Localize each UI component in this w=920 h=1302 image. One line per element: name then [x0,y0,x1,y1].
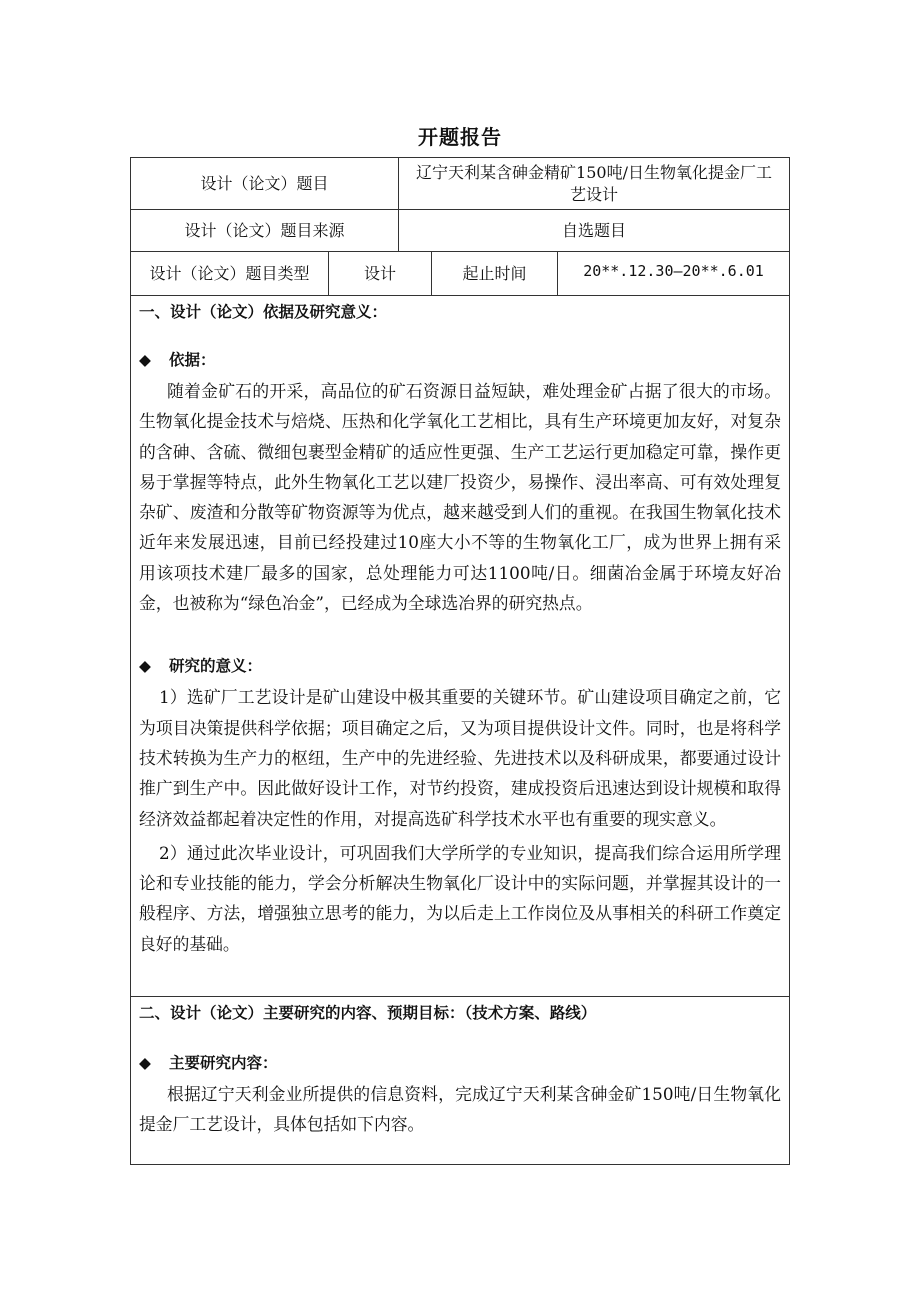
topic-label: 设计（论文）题目 [131,158,399,209]
type-label: 设计（论文）题目类型 [131,252,329,295]
significance-title: 研究的意义： [169,657,263,676]
significance-bullet [139,650,781,682]
section2-heading: 二、设计（论文）主要研究的内容、预期目标：（技术方案、路线） [139,1004,597,1022]
section1-heading: 一、设计（论文）依据及研究意义： [139,303,388,321]
period-label: 起止时间 [432,252,558,295]
page-title: 开题报告 [418,125,502,149]
type-value: 设计 [329,252,432,295]
content-bullet [139,1047,781,1079]
diamond-bullet-icon: ◆ [139,657,151,676]
basis-title: 依据： [169,351,216,369]
table-row-topic [131,158,789,210]
source-label: 设计（论文）题目来源 [131,210,399,251]
significance-paragraph-1: 1）选矿厂工艺设计是矿山建设中极其重要的关键环节。矿山建设项目确定之前，它为项目决策提供科学依据；项目确定之后，又为项目提供设计文件。同时，也是将科学技术转换为生产力的枢纽，生产中的先进经验、先进技术以及科研成果，都要通过设计推广到生产中。因此做好设计工作，对节约投资，建成投资后迅速达到设计规模和取得经济效益都起着决定性的作用，对提高选矿科学技术水平也有重要的现实意义。 [139,687,781,829]
proposal-table [130,157,790,1165]
period-value: 20**.12.30—20**.6.01 [583,262,764,280]
table-row-type [131,252,789,296]
topic-value: 辽宁天利某含砷金精矿150吨/日生物氧化提金厂工艺设计 [416,162,772,204]
basis-paragraph: 随着金矿石的开采，高品位的矿石资源日益短缺，难处理金矿占据了很大的市场。生物氧化提金技术与焙烧、压热和化学氧化工艺相比，具有生产环境更加友好，对复杂的含砷、含硫、微细包裹型金精矿的适应性更强、生产工艺运行更加稳定可靠，操作更易于掌握等特点，此外生物氧化工艺以建厂投资少，易操作、浸出率高、可有效处理复杂矿、废渣和分散等矿物资源等为优点，越来越受到人们的重视。在我国生物氧化技术近年来发展迅速，目前已经投建过10座大小不等的生物氧化工厂，成为世界上拥有采用该项技术建厂最多的国家，总处理能力可达1100吨/日。细菌冶金属于环境友好冶金，也被称为“绿色冶金”，已经成为全球选冶界的研究热点。 [139,381,781,614]
basis-bullet [139,344,781,376]
significance-paragraph-2: 2）通过此次毕业设计，可巩固我们大学所学的专业知识，提高我们综合运用所学理论和专业技能的能力，学会分析解决生物氧化厂设计中的实际问题，并掌握其设计的一般程序、方法，增强独立思考的能力，为以后走上工作岗位及从事相关的科研工作奠定良好的基础。 [139,842,781,954]
table-row-source [131,210,789,252]
diamond-bullet-icon: ◆ [139,1054,151,1072]
section-content [131,997,789,1164]
source-value: 自选题目 [561,220,626,240]
content-paragraph: 根据辽宁天利金业所提供的信息资料，完成辽宁天利某含砷金矿150吨/日生物氧化提金厂工艺设计，具体包括如下内容。 [139,1084,781,1135]
content-title: 主要研究内容： [169,1054,278,1072]
diamond-bullet-icon: ◆ [139,351,151,369]
section-basis [131,296,789,997]
